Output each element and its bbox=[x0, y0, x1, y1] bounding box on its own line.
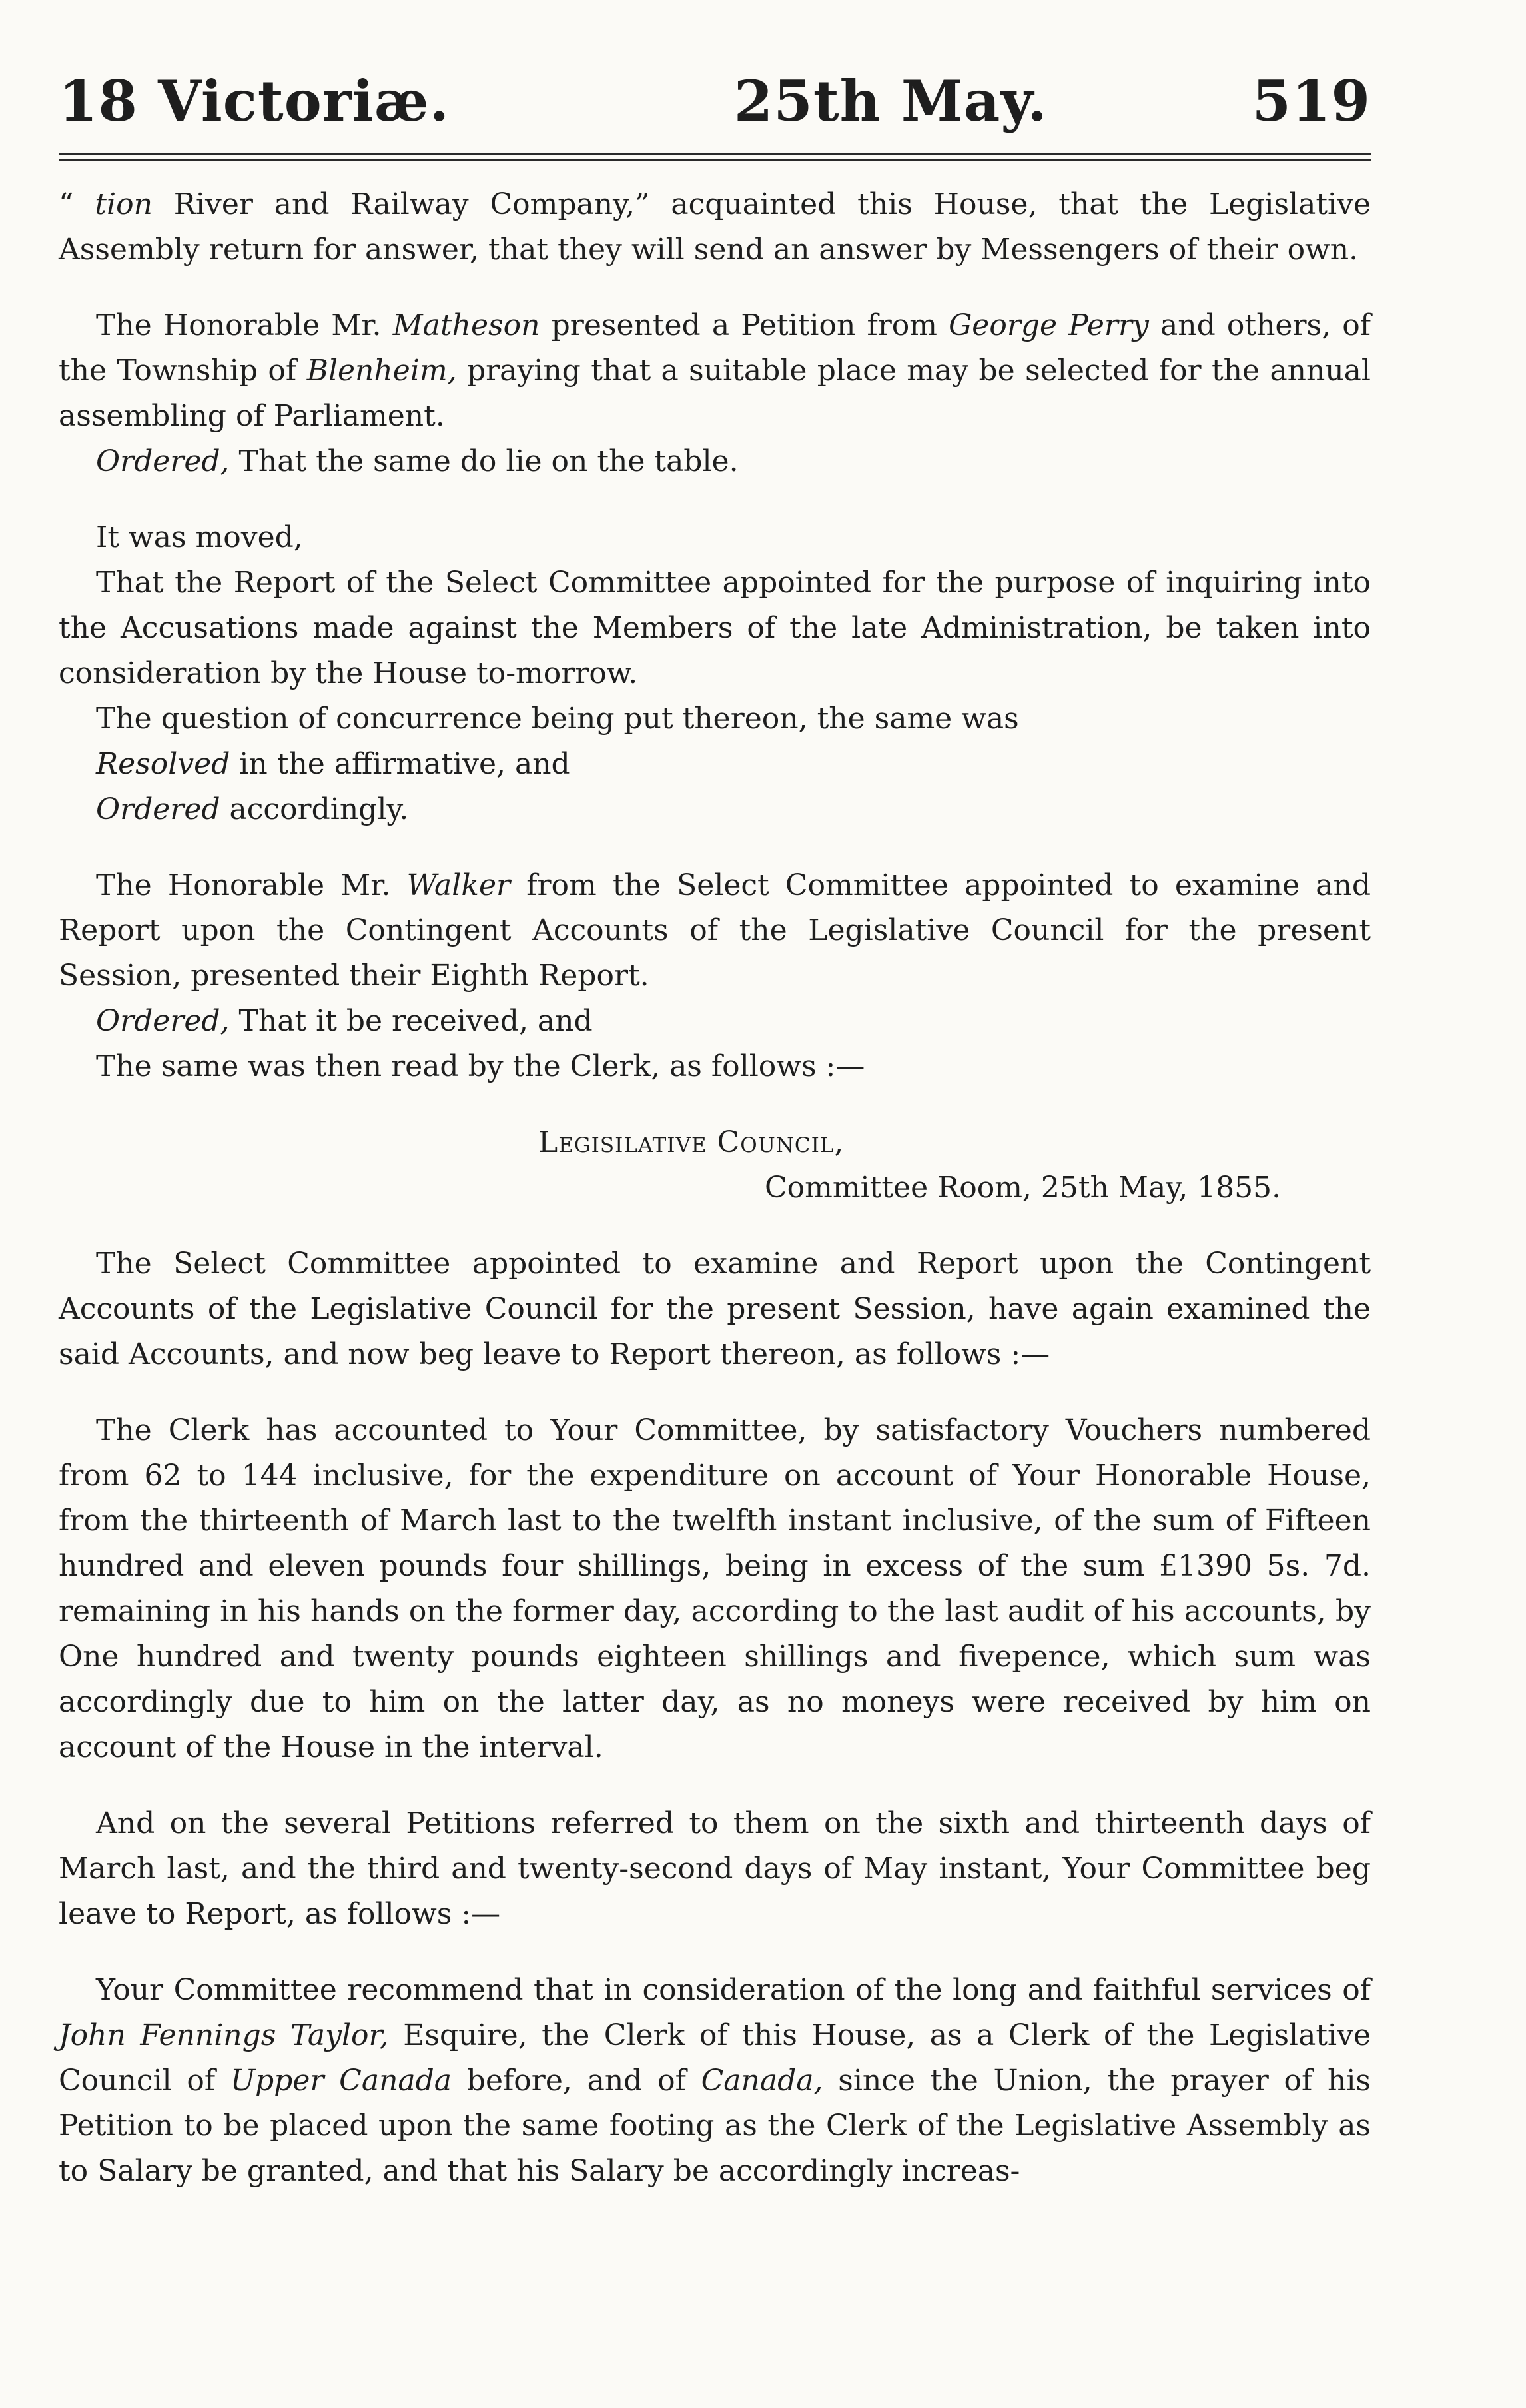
paragraph-matheson-petition bbox=[59, 303, 1371, 439]
resolved-label: Resolved bbox=[96, 747, 230, 781]
ordered-line bbox=[59, 787, 1371, 832]
order-text: That it be received, and bbox=[229, 1004, 593, 1038]
header-rule bbox=[59, 153, 1371, 161]
ordered-text: accordingly. bbox=[220, 792, 409, 826]
motion-text: That the Report of the Select Committee appointed for the purpose of inquiring into the Accusations made against the Members of the late Administration, be taken into consideration by the House to-morrow. bbox=[59, 566, 1371, 690]
paragraph-recommendation bbox=[59, 1968, 1371, 2194]
text-run: The Honorable Mr. bbox=[96, 868, 407, 902]
running-header bbox=[59, 68, 1371, 134]
moved-line: It was moved, bbox=[96, 520, 303, 554]
read-line: The same was then read by the Clerk, as follows :— bbox=[96, 1049, 865, 1083]
order-text: That the same do lie on the table. bbox=[229, 444, 739, 478]
paragraph-railway-answer bbox=[59, 182, 1371, 273]
member-name: Matheson bbox=[392, 308, 540, 342]
paragraph-accounts: The Clerk has accounted to Your Committee, by satisfactory Vouchers numbered from 62 to 144 inclusive, for the expenditure on account of Your Honorable House, from the thirteenth of March last to the twelfth instant inclusive, of the sum of Fifteen hundred and eleven pounds four shillings, being in excess of the sum £1390 5s. 7d. remaining in his hands on the former day, according to the last audit of his accounts, by One hundred and twenty pounds eighteen shillings and fivepence, which sum was accordingly due to him on the latter day, as no moneys were received by him on account of the House in the interval. bbox=[59, 1413, 1371, 1764]
paragraph-text: River and Railway Company,” acquainted this House, that the Legislative Assembly return for answer, that they will send an answer by Messengers of their own. bbox=[59, 187, 1371, 267]
order-line bbox=[59, 439, 1371, 484]
text-run: before, and of bbox=[452, 2064, 701, 2098]
text-run: since the Union, the prayer of his Petition to be placed upon the same footing as the Clerk of the Legislative Assembly as to Salary be granted, and that his Salary be accordingly increas- bbox=[59, 2064, 1371, 2188]
ordered-label: Ordered, bbox=[96, 1004, 230, 1038]
document-body bbox=[59, 182, 1371, 2194]
text-run: and others, of the Township of bbox=[59, 308, 1371, 388]
question-line: The question of concurrence being put thereon, the same was bbox=[96, 702, 1019, 736]
petitioner-name: George Perry bbox=[949, 308, 1149, 342]
text-run: The Honorable Mr. bbox=[96, 308, 393, 342]
place-name: Blenheim, bbox=[306, 354, 457, 388]
clerk-name: John Fennings Taylor, bbox=[59, 2018, 389, 2052]
resolved-line bbox=[59, 742, 1371, 787]
ordered-label: Ordered bbox=[96, 792, 220, 826]
page-number: 519 bbox=[1252, 68, 1371, 134]
header-session: 18 Victoriæ. bbox=[59, 68, 450, 134]
text-run: presented a Petition from bbox=[540, 308, 949, 342]
text-run: Esquire, the Clerk of this House, as a Clerk of the Legislative Council of bbox=[59, 2018, 1371, 2098]
province-name: Upper Canada bbox=[230, 2064, 452, 2098]
word-fragment: tion bbox=[95, 187, 153, 221]
text-run: from the Select Committee appointed to examine and Report upon the Contingent Accounts of the Legislative Council for the present Session, presented their Eighth Report. bbox=[59, 868, 1371, 993]
document-page bbox=[59, 68, 1371, 2194]
header-date: 25th May. bbox=[733, 68, 1048, 134]
report-council-heading: Legisilative Council, bbox=[538, 1125, 845, 1159]
ordered-label: Ordered, bbox=[96, 444, 230, 478]
paragraph-petitions: And on the several Petitions referred to them on the sixth and thirteenth days of March last, and the third and twenty-second days of May instant, Your Committee beg leave to Report, as follows :— bbox=[59, 1806, 1371, 1931]
text-run: Your Committee recommend that in consideration of the long and faithful services of bbox=[96, 1973, 1371, 2007]
member-name: Walker bbox=[406, 868, 511, 902]
province-name: Canada, bbox=[701, 2064, 823, 2098]
paragraph-walker-report bbox=[59, 863, 1371, 999]
resolved-text: in the affirmative, and bbox=[230, 747, 570, 781]
paragraph-committee-intro: The Select Committee appointed to examine and Report upon the Contingent Accounts of the Legislative Council for the present Session, have again examined the said Accounts, and now beg leave to Report thereon, as follows :— bbox=[59, 1247, 1371, 1371]
report-room-date: Committee Room, 25th May, 1855. bbox=[765, 1171, 1282, 1205]
text-run: praying that a suitable place may be selected for the annual assembling of Parliament. bbox=[59, 354, 1371, 433]
order-line bbox=[59, 999, 1371, 1044]
quote-mark: “ bbox=[59, 187, 95, 221]
